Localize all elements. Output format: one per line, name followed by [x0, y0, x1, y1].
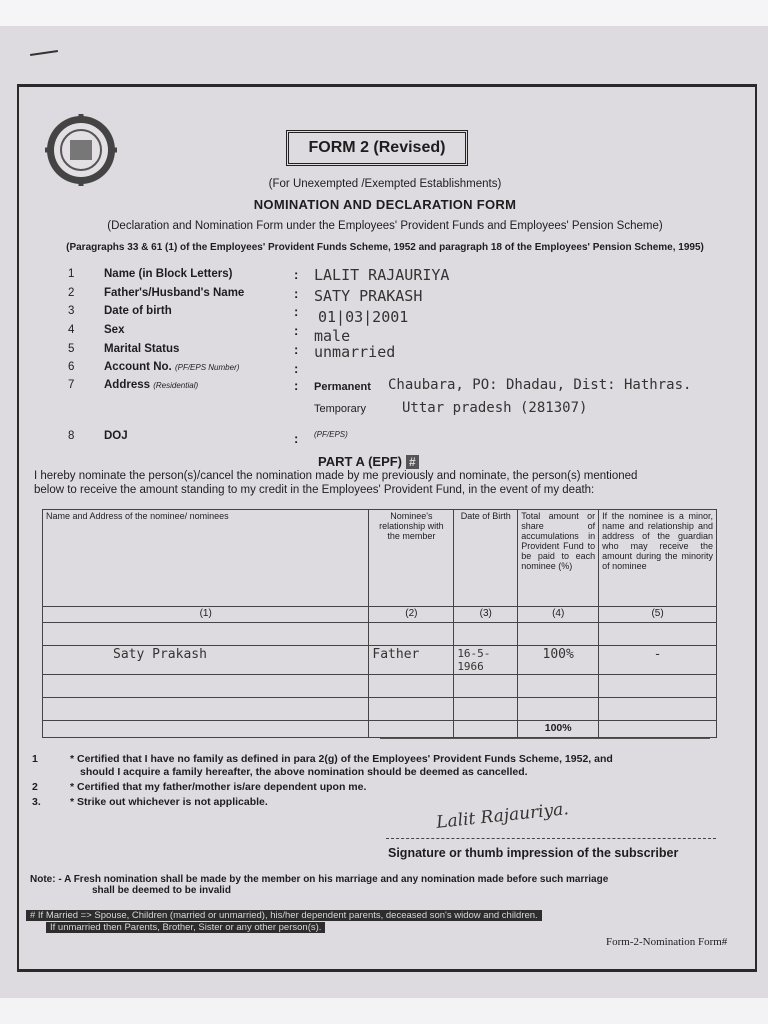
field-label-account-no: Account No. (PF/EPS Number): [104, 361, 240, 373]
paragraph-reference: (Paragraphs 33 & 61 (1) of the Employees' Provident Funds Scheme, 1952 and paragraph 18 of the Employees' Pension Scheme, 1995): [66, 242, 704, 253]
signature-caption: Signature or thumb impression of the subscriber: [388, 846, 679, 860]
header-name-address: Name and Address of the nominee/ nominees: [43, 510, 369, 607]
epfo-logo-icon: [38, 114, 124, 186]
field-label-fathers-name: Father's/Husband's Name: [104, 287, 245, 299]
permanent-label: Permanent: [314, 381, 371, 393]
nominee-share: 100%: [518, 646, 599, 675]
field-label-sex: Sex: [104, 324, 125, 336]
doj-note: (PF/EPS): [314, 430, 348, 439]
signature: Lalit Rajauriya.: [435, 799, 570, 833]
cert-text-2: * Certified that my father/mother is/are dependent upon me.: [70, 781, 367, 793]
cert-number: 3.: [32, 796, 41, 808]
header-dob: Date of Birth: [454, 510, 518, 607]
table-row: [43, 646, 717, 675]
field-number: 5: [68, 343, 75, 355]
colon: :: [294, 286, 299, 301]
field-number: 7: [68, 379, 75, 391]
hash-mark: #: [406, 455, 419, 469]
field-label-name: Name (in Block Letters): [104, 268, 233, 280]
field-label-dob: Date of birth: [104, 305, 172, 317]
permanent-address: Chaubara, PO: Dhadau, Dist: Hathras.: [388, 377, 692, 393]
form-subtitle: (Declaration and Nomination Form under the Employees' Provident Funds and Employees' Pension Scheme): [107, 220, 663, 232]
cert-text-1: * Certified that I have no family as defined in para 2(g) of the Employees' Provident Funds Scheme, 1952, and: [70, 753, 613, 765]
signature-line: [386, 838, 716, 839]
colon: :: [294, 378, 299, 393]
field-number: 3: [68, 305, 75, 317]
cert-text-3: * Strike out whichever is not applicable.: [70, 796, 268, 808]
total-share: 100%: [518, 721, 599, 738]
field-number: 8: [68, 430, 75, 442]
marked-note-line-2: If unmarried then Parents, Brother, Sister or any other person(s).: [46, 922, 325, 933]
colon: :: [294, 304, 299, 319]
column-number: (2): [369, 607, 454, 623]
field-number: 6: [68, 361, 75, 373]
column-number: (4): [518, 607, 599, 623]
nominee-name: Saty Prakash: [43, 646, 369, 675]
top-margin: [0, 0, 768, 26]
colon: :: [294, 323, 299, 338]
column-number: (5): [599, 607, 717, 623]
part-a-title: PART A (EPF) #: [318, 454, 419, 469]
cert-number: 2: [32, 781, 38, 793]
column-number: (3): [454, 607, 518, 623]
cert-text-1b: should I acquire a family hereafter, the above nomination should be deemed as cancelled.: [80, 766, 528, 778]
marked-note-line-1: # If Married => Spouse, Children (married or unmarried), his/her dependent parents, deceased son's widow and children.: [26, 910, 542, 921]
field-value-name: LALIT RAJAURIYA: [314, 266, 450, 284]
colon: :: [294, 342, 299, 357]
field-value-dob: 01|03|2001: [318, 308, 409, 326]
colon: :: [294, 431, 299, 446]
field-value-marital-status: unmarried: [314, 343, 396, 361]
header-share: Total amount or share of accumulations in Provident Fund to be paid to each nominee (%): [518, 510, 599, 607]
nominee-table: [42, 509, 717, 738]
cert-number: 1: [32, 753, 38, 765]
fresh-nomination-note: Note: - A Fresh nomination shall be made by the member on his marriage and any nomination made before such marriage shall be deemed to be invalid: [30, 874, 609, 896]
nomination-text-1: I hereby nominate the person(s)/cancel the nomination made by me previously and nominate, the person(s) mentioned: [34, 470, 638, 482]
applicability-text: (For Unexempted /Exempted Establishments): [268, 178, 502, 190]
header-guardian: If the nominee is a minor, name and relationship and address of the guardian who may receive the amount during the minority of nominee: [599, 510, 717, 607]
colon: :: [294, 267, 299, 282]
nominee-guardian: -: [599, 646, 717, 675]
temporary-address: Uttar pradesh (281307): [402, 400, 588, 416]
bottom-margin: [0, 998, 768, 1024]
header-relationship: Nominee's relationship with the member: [369, 510, 454, 607]
colon: :: [294, 361, 299, 376]
nomination-text-2: below to receive the amount standing to my credit in the Employees' Provident Fund, in the event of my death:: [34, 484, 595, 496]
field-number: 1: [68, 268, 75, 280]
divider: [380, 738, 710, 739]
field-value-sex: male: [314, 327, 351, 345]
main-title: NOMINATION AND DECLARATION FORM: [253, 197, 517, 212]
field-value-fathers-name: SATY PRAKASH: [314, 287, 423, 305]
field-number: 4: [68, 324, 75, 336]
form-title: FORM 2 (Revised): [286, 130, 468, 166]
nominee-relationship: Father: [369, 646, 454, 675]
field-label-marital-status: Marital Status: [104, 343, 180, 355]
column-number: (1): [43, 607, 369, 623]
field-label-address: Address (Residential): [104, 379, 199, 391]
field-label-doj: DOJ: [104, 430, 128, 442]
field-number: 2: [68, 287, 75, 299]
nominee-dob: 16-5-1966: [454, 646, 518, 675]
temporary-label: Temporary: [314, 403, 366, 415]
footer-text: Form-2-Nomination Form#: [606, 936, 728, 948]
